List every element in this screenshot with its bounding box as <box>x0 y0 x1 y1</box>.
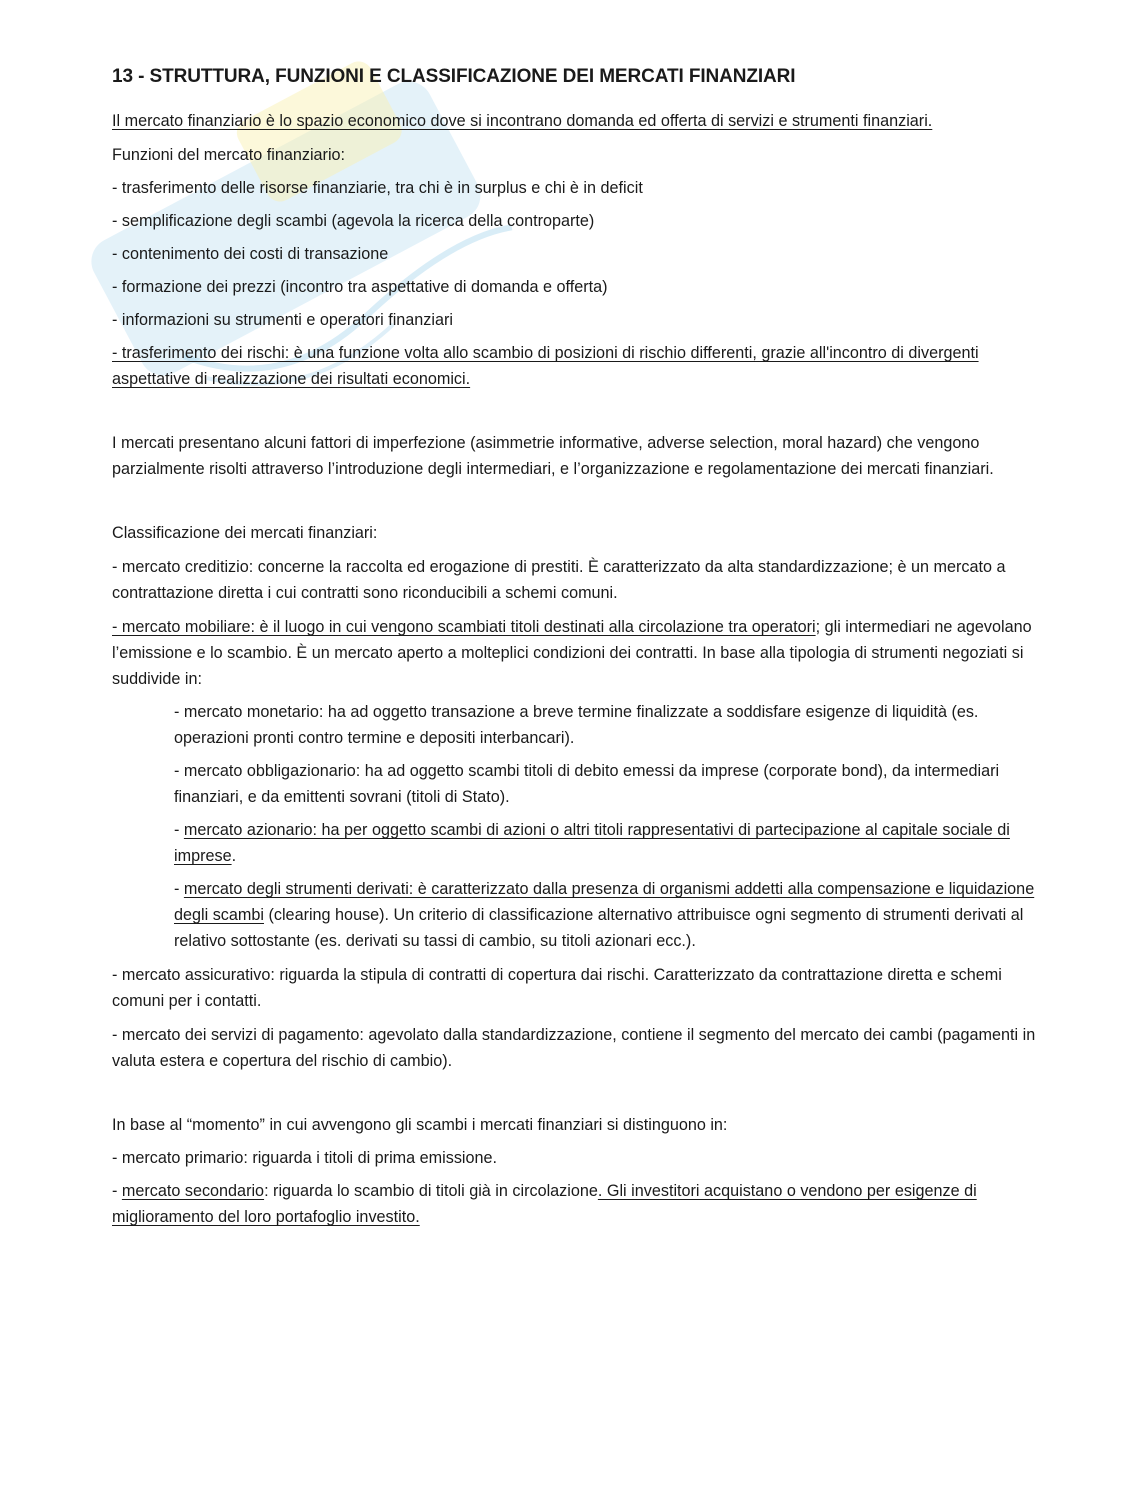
market-creditizio: - mercato creditizio: concerne la raccolta ed erogazione di prestiti. È caratterizzato da alta standardizzazione; è un mercato a contrattazione diretta i cui contratti sono riconducibili a schemi comuni. <box>112 558 1006 602</box>
document-body <box>112 62 1037 1230</box>
function-item: - informazioni su strumenti e operatori finanziari <box>112 311 453 329</box>
mobiliare-subtypes <box>112 699 1037 954</box>
market-derivati <box>174 876 1037 954</box>
market-pagamento: - mercato dei servizi di pagamento: agevolato dalla standardizzazione, contiene il segmento del mercato dei cambi (pagamenti in valuta estera e copertura del rischio di cambio). <box>112 1026 1036 1070</box>
market-azionario-definition: mercato azionario: ha per oggetto scambi di azioni o altri titoli rappresentativi di partecipazione al capitale sociale di imprese <box>174 821 1010 865</box>
market-derivati-rest: (clearing house). Un criterio di classificazione alternativo attribuisce ogni segmento di strumenti derivati al relativo sottostante (es. derivati su tassi di cambio, su titoli azionari ecc.). <box>174 906 1024 950</box>
page-title: 13 - STRUTTURA, FUNZIONI E CLASSIFICAZIONE DEI MERCATI FINANZIARI <box>112 66 796 87</box>
imperfections-paragraph: I mercati presentano alcuni fattori di imperfezione (asimmetrie informative, adverse selection, moral hazard) che vengono parzialmente risolti attraverso l’introduzione degli intermediari, e l’organizzazione e regolamentazione dei mercati finanziari. <box>112 434 994 478</box>
market-mobiliare-rest: ; gli intermediari ne agevolano l’emissione e lo scambio. È un mercato aperto a molteplici condizioni dei contratti. In base alla tipologia di strumenti negoziati si suddivide in: <box>112 618 1032 688</box>
market-assicurativo: - mercato assicurativo: riguarda la stipula di contratti di copertura dai rischi. Caratterizzato da contrattazione diretta e schemi comuni per i contatti. <box>112 966 1002 1010</box>
market-mobiliare-definition: - mercato mobiliare: è il luogo in cui vengono scambiati titoli destinati alla circolazione tra operatori <box>112 618 816 636</box>
bullet-dash: - <box>174 821 184 839</box>
function-item: - semplificazione degli scambi (agevola la ricerca della controparte) <box>112 212 595 230</box>
market-secondario <box>112 1178 1037 1230</box>
market-derivati-definition: mercato degli strumenti derivati: è caratterizzato dalla presenza di organismi addetti alla compensazione e liquidazione degli scambi <box>174 880 1035 924</box>
bullet-dash: - <box>112 1182 122 1200</box>
moment-heading: In base al “momento” in cui avvengono gli scambi i mercati finanziari si distinguono in: <box>112 1116 728 1134</box>
bullet-dash: - <box>174 880 184 898</box>
classification-heading: Classificazione dei mercati finanziari: <box>112 524 378 542</box>
market-monetario: - mercato monetario: ha ad oggetto transazione a breve termine finalizzate a soddisfare esigenze di liquidità (es. operazioni pronti contro termine e depositi interbancari). <box>174 703 979 747</box>
market-azionario <box>174 817 1037 869</box>
market-mobiliare <box>112 614 1037 692</box>
period: . <box>231 847 237 865</box>
definition-paragraph: Il mercato finanziario è lo spazio economico dove si incontrano domanda ed offerta di servizi e strumenti finanziari. <box>112 112 933 130</box>
function-item: - formazione dei prezzi (incontro tra aspettative di domanda e offerta) <box>112 278 608 296</box>
market-primario: - mercato primario: riguarda i titoli di prima emissione. <box>112 1149 498 1167</box>
functions-heading: Funzioni del mercato finanziario: <box>112 146 346 164</box>
function-item: - trasferimento delle risorse finanziarie, tra chi è in surplus e chi è in deficit <box>112 179 643 197</box>
function-item-risk: - trasferimento dei rischi: è una funzione volta allo scambio di posizioni di rischio differenti, grazie all'incontro di divergenti aspettative di realizzazione dei risultati economici. <box>112 344 979 388</box>
function-item: - contenimento dei costi di transazione <box>112 245 389 263</box>
market-secondario-definition: : riguarda lo scambio di titoli già in circolazione <box>264 1182 598 1200</box>
market-secondario-term: mercato secondario <box>121 1182 265 1200</box>
market-obbligazionario: - mercato obbligazionario: ha ad oggetto scambi titoli di debito emessi da imprese (corporate bond), da intermediari finanziari, e da emittenti sovrani (titoli di Stato). <box>174 762 1000 806</box>
market-secondario-note: . Gli investitori acquistano o vendono per esigenze di miglioramento del loro portafoglio investito. <box>112 1182 977 1226</box>
